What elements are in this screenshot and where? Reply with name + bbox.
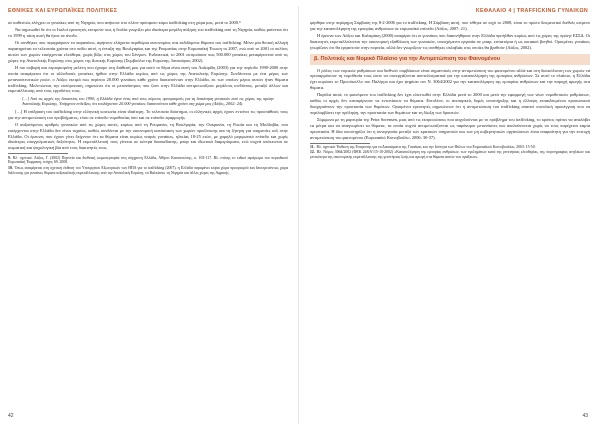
footnote-text: Βλ. Νόμος 3064/2002 (ΦΕΚ 248/Α'/15-10-2002) «Καταπολέμηση της εμπορίας ανθρώπων, των εγκλημάτων κατά της γενετήσιας ελευθερίας, της πορνογραφίας ανηλίκων και γενικότερα της οικονομικής εκμετάλλευσης της γενετήσιας ζωής και αρωγή στα θύματα αυτών των πράξεων». <box>310 150 590 160</box>
footnote-text: Βλ. σχετικά: Λάζος, Γ. (2002) Πορνεία και διεθνική σωματεμπορία στη σύγχρονη Ελλάδα, Αθήνα: Καστανιώτης, σ. 103-117. Βλ. επίσης το ειδικό αφιέρωμα του περιοδικού Ευρωπαϊκή Έκφραση, τεύχος 69, 2008. <box>8 155 288 165</box>
footnote-number: 11. <box>310 145 315 150</box>
paragraph: Η έρευνα των Λάζου και Καλαμάκη (2000) αναφέρει ότι οι γυναίκες που διακινήθηκαν στην Ελλάδα προήλθαν κυρίως από τις χώρες της πρώην ΕΣΣΔ. Οι διακινητές εκμεταλλεύονται την οικονομική εξαθλίωση των γυναικών, υποσχόμενοι εργασία σε μπαρ, εστιατόρια ή ως οικιακοί βοηθοί. Ορισμένες γυναίκες γνωρίζουν ότι θα εργαστούν στην πορνεία, αλλά δεν γνωρίζουν τις συνθήκες σκλαβιάς στις οποίες θα βρεθούν (Λάζος, 2002). <box>310 33 590 50</box>
paragraph: σε καθεστώς ελέγχου οι γυναίκες από τη Νιγηρία, που ανήκουν στο πλέον πρόσφατο κύμα trafficking στη χώρα μας, μετά το 2000.⁹ <box>8 20 241 25</box>
footnote-number: 12. <box>310 150 315 155</box>
left-page <box>0 0 292 428</box>
paragraph: Παρόλα αυτά, το φαινόμενο του trafficking δεν έχει ελαττωθεί στην Ελλάδα μετά το 2000 και μετά την εφαρμογή των νέων νομοθετικών ρυθμίσεων, καθώς οι αρχές δεν καταφέρνουν να εντοπίσουν τα θύματα. Επιπλέον, οι ανεπαρκείς δομές υποστήριξης και η έλλειψη εκπαιδευμένου προσωπικού δυσχεραίνουν την προστασία των θυμάτων. Ορισμένοι ερευνητές σημειώνουν ότι η αντιμετώπιση του trafficking απαιτεί συνολική προσέγγιση που να περιλαμβάνει την πρόληψη, την προστασία των θυμάτων και τη δίωξη των δραστών. <box>310 92 590 115</box>
block-quote: […] Από τις αρχές της δεκαετίας του 1990, η Ελλάδα έγινε ένας από τους κύριους προορισμούς για τη διακίνηση γυναικών από τις χώρες της πρώην Ανατολικής Ευρώπης. Υπάρχουν ενδείξεις ότι τουλάχιστον 20.000 γυναίκες διακινούνται κάθε χρόνο στη χώρα μας (Λάζος, 2002: 24). <box>22 95 274 107</box>
footnote <box>8 166 288 176</box>
footnote-divider <box>8 153 68 154</box>
gutter-divider <box>298 6 299 424</box>
right-page-body <box>310 20 590 161</box>
footnote <box>310 150 590 160</box>
paragraph: Ο αυξανόμενος αριθμός γυναικών από τις χώρες αυτές, κυρίως από τη Ρουμανία, τη Βουλγαρία, την Ουκρανία, τη Ρωσία και τη Μολδαβία, που εισέρχονται στην Ελλάδα δεν είναι τυχαίος, καθώς συνδέεται με την οικονομική κατάσταση των χωρών προέλευσης και τη ζήτηση για υπηρεσίες σεξ στην Ελλάδα. Οι έρευνες που έχουν γίνει δείχνουν ότι τα θύματα είναι κυρίως νεαρές γυναίκες, ηλικίας 18-25 ετών, με χαμηλό μορφωτικό επίπεδο και χωρίς ιδιαίτερες επαγγελματικές δεξιότητες. Η εκμετάλλευσή τους γίνεται σε κέντρα διασκέδασης, μπαρ και ιδιωτικά διαμερίσματα, ενώ συχνά υπόκεινται σε σωματική και ψυχολογική βία από τους διακινητές τους. <box>8 121 288 151</box>
footnote-number: 9. <box>8 155 11 160</box>
right-page-number: 43 <box>582 413 588 419</box>
footnote <box>310 145 590 150</box>
footnote-number: 10. <box>8 165 13 170</box>
footnote-text: Όπως αναφέρεται στη σχετική έκθεση του Υπουργείου Εξωτερικών των ΗΠΑ για το trafficking (2007), η Ελλάδα παραμένει κύρια χώρα προορισμού και δευτερευόντως χώρα διέλευσης για γυναίκες θύματα σεξουαλικής εκμετάλλευσης από την Ανατολική Ευρώπη, τα Βαλκάνια, τη Νιγηρία και άλλες χώρες της Αφρικής. <box>8 165 288 175</box>
footnote-text: Βλ. σχετικά: Έκθεση της Επιτροπής για τα Δικαιώματα της Γυναίκας και την Ισότητα των Φύλων του Ευρωπαϊκού Κοινοβουλίου, 2003: 15-50. <box>316 145 536 150</box>
footnote <box>8 156 288 166</box>
left-page-number: 42 <box>8 413 14 419</box>
paragraph: Οι συνθήκες που περιγράφουν τα παραπάνω, αφήνουν ελάχιστα περιθώρια αυτονομίας στα εκδιδόμενα θύματα του trafficking. Μόνο μία θετική αλλαγή παρατηρείται τα τελευταία χρόνια στο πεδίο αυτό, η ένταξη της Βουλγαρίας και της Ρουμανίας στην Ευρωπαϊκή Ένωση το 2007, ενώ από το 2001 οι πολίτες αυτών των χωρών εισέρχονται ελεύθερα, χωρίς βίζα, στις χώρες του Σένγκεν. Ενδεικτικά, το 2001 εκτιμούσαν πως 500.000 γυναίκες μεταφέρονταν από τις χώρες της Ανατολικής Ευρώπης στις χώρες της Δυτικής Ευρώπης (Συμβούλιο της Ευρώπης, Ιανουάριος 2002). <box>8 40 288 63</box>
paragraph: Η πιο σοβαρή και περιορισμένη μελέτη που έχουμε στη διάθεσή μας για αυτό το θέμα είναι αυτή του Λαζαρίδη (2003) για την περίοδο 1990-2000 στην οποία αναφέρεται ότι οι αλλοδαπές γυναίκες ήρθαν στην Ελλάδα κυρίως από τις χώρες της Ανατολικής Ευρώπης. Συνδέονται με ένα μέρος των μεταναστευτικών ροών, ο Λάζος εκτιμά πως περίπου 20.000 γυναίκες κάθε χρόνο διακινούνταν στην Ελλάδα, εκ των οποίων μέρος αυτών ήταν θύματα trafficking. Μελετώντας την εκπόρνευση, σημειώνει ότι οι μετανάστριες που ζουν στην Ελλάδα αντιμετωπίζουν μεγάλους κινδύνους, μεταξύ άλλων και εκμετάλλευσης από τους εργοδότες τους. <box>8 65 288 94</box>
section-heading: β. Πολιτικές και Νομικό Πλαίσιο για την Αντιμετώπιση του Φαινομένου <box>310 54 590 65</box>
paragraph: Να σημειωθεί δε ότι οι Ιταλοί ερευνητές εκτιμούν πως η Ιταλία γνωρίζει μία ιδιαίτερα μεγάλη αύξηση του trafficking από τη Νιγηρία, καθώς φαίνεται ότι το 1999 η τάση αυτή θα ήταν σε άνοδο. <box>8 27 288 39</box>
paragraph: φέρθηκε στην περίφημη Σύμβαση της 8-2-2006 για το trafficking. Η Σύμβαση αυτή, που τέθηκε σε ισχύ το 2008, είναι το πρώτο δεσμευτικό διεθνές κείμενο για την καταπολέμηση της εμπορίας ανθρώπων σε ευρωπαϊκό επίπεδο (Λάζος, 2007: 21). <box>310 20 590 31</box>
left-page-body <box>8 20 288 176</box>
left-running-header: ΕΘΝΙΚΕΣ ΚΑΙ ΕΥΡΩΠΑΪΚΕΣ ΠΟΛΙΤΙΚΕΣ <box>8 8 118 14</box>
right-running-header: ΚΕΦΑΛΑΙΟ 4 | TRAFFICKING ΓΥΝΑΙΚΩΝ <box>475 8 588 14</box>
paragraph: Ο ρόλος των νομικών ρυθμίσεων και διεθνών συμβάσεων είναι σημαντικός στην αντιμετώπιση του φαινομένου αλλά και στη διευκόλυνση των χωρών να προσαρμόσουν τη νομοθεσία τους ώστε να συνεργάζονται αποτελεσματικά για την καταπολέμηση της εμπορίας ανθρώπων. Σε αυτό το πλαίσιο, η Ελλάδα έχει κυρώσει το Πρωτόκολλο του Παλέρμο και έχει ψηφίσει τον Ν. 3064/2002 για την καταπολέμηση της εμπορίας ανθρώπων και την παροχή αρωγής στα θύματα. <box>310 67 590 91</box>
paragraph: Σύμφωνα με τη μαρτυρία της Petra Sorensen, μιας από τις εκπροσώπους που ασχολούνται με το πρόβλημα του trafficking, το κράτος πρέπει να αναλάβει τα μέτρα και να αναγνωρίσει τα θύματα, τα οποία συχνά αντιμετωπίζονται ως παράνομοι μετανάστες και απελαύνονται χωρίς να τους παρέχεται καμία προστασία. Η ίδια υποστηρίζει ότι η συνεργασία μεταξύ των κρατικών υπηρεσιών και των μη κυβερνητικών οργανώσεων είναι απαραίτητη για την επιτυχή αντιμετώπιση του φαινομένου (Ευρωπαϊκό Κοινοβούλιο, 2006: 30-37). <box>310 117 590 140</box>
footnote-divider <box>310 143 370 144</box>
paragraph: […] Η επίδραση του trafficking στην ελληνική κοινωνία είναι ιδιαίτερη. Το τελευταίο διάστημα, οι ελληνικές αρχές έχουν εντείνει τις προσπάθειές τους για την αντιμετώπιση του προβλήματος, τόσο σε επίπεδο νομοθεσίας όσο και σε επίπεδο εφαρμογής. <box>8 108 288 120</box>
right-page <box>304 0 596 428</box>
